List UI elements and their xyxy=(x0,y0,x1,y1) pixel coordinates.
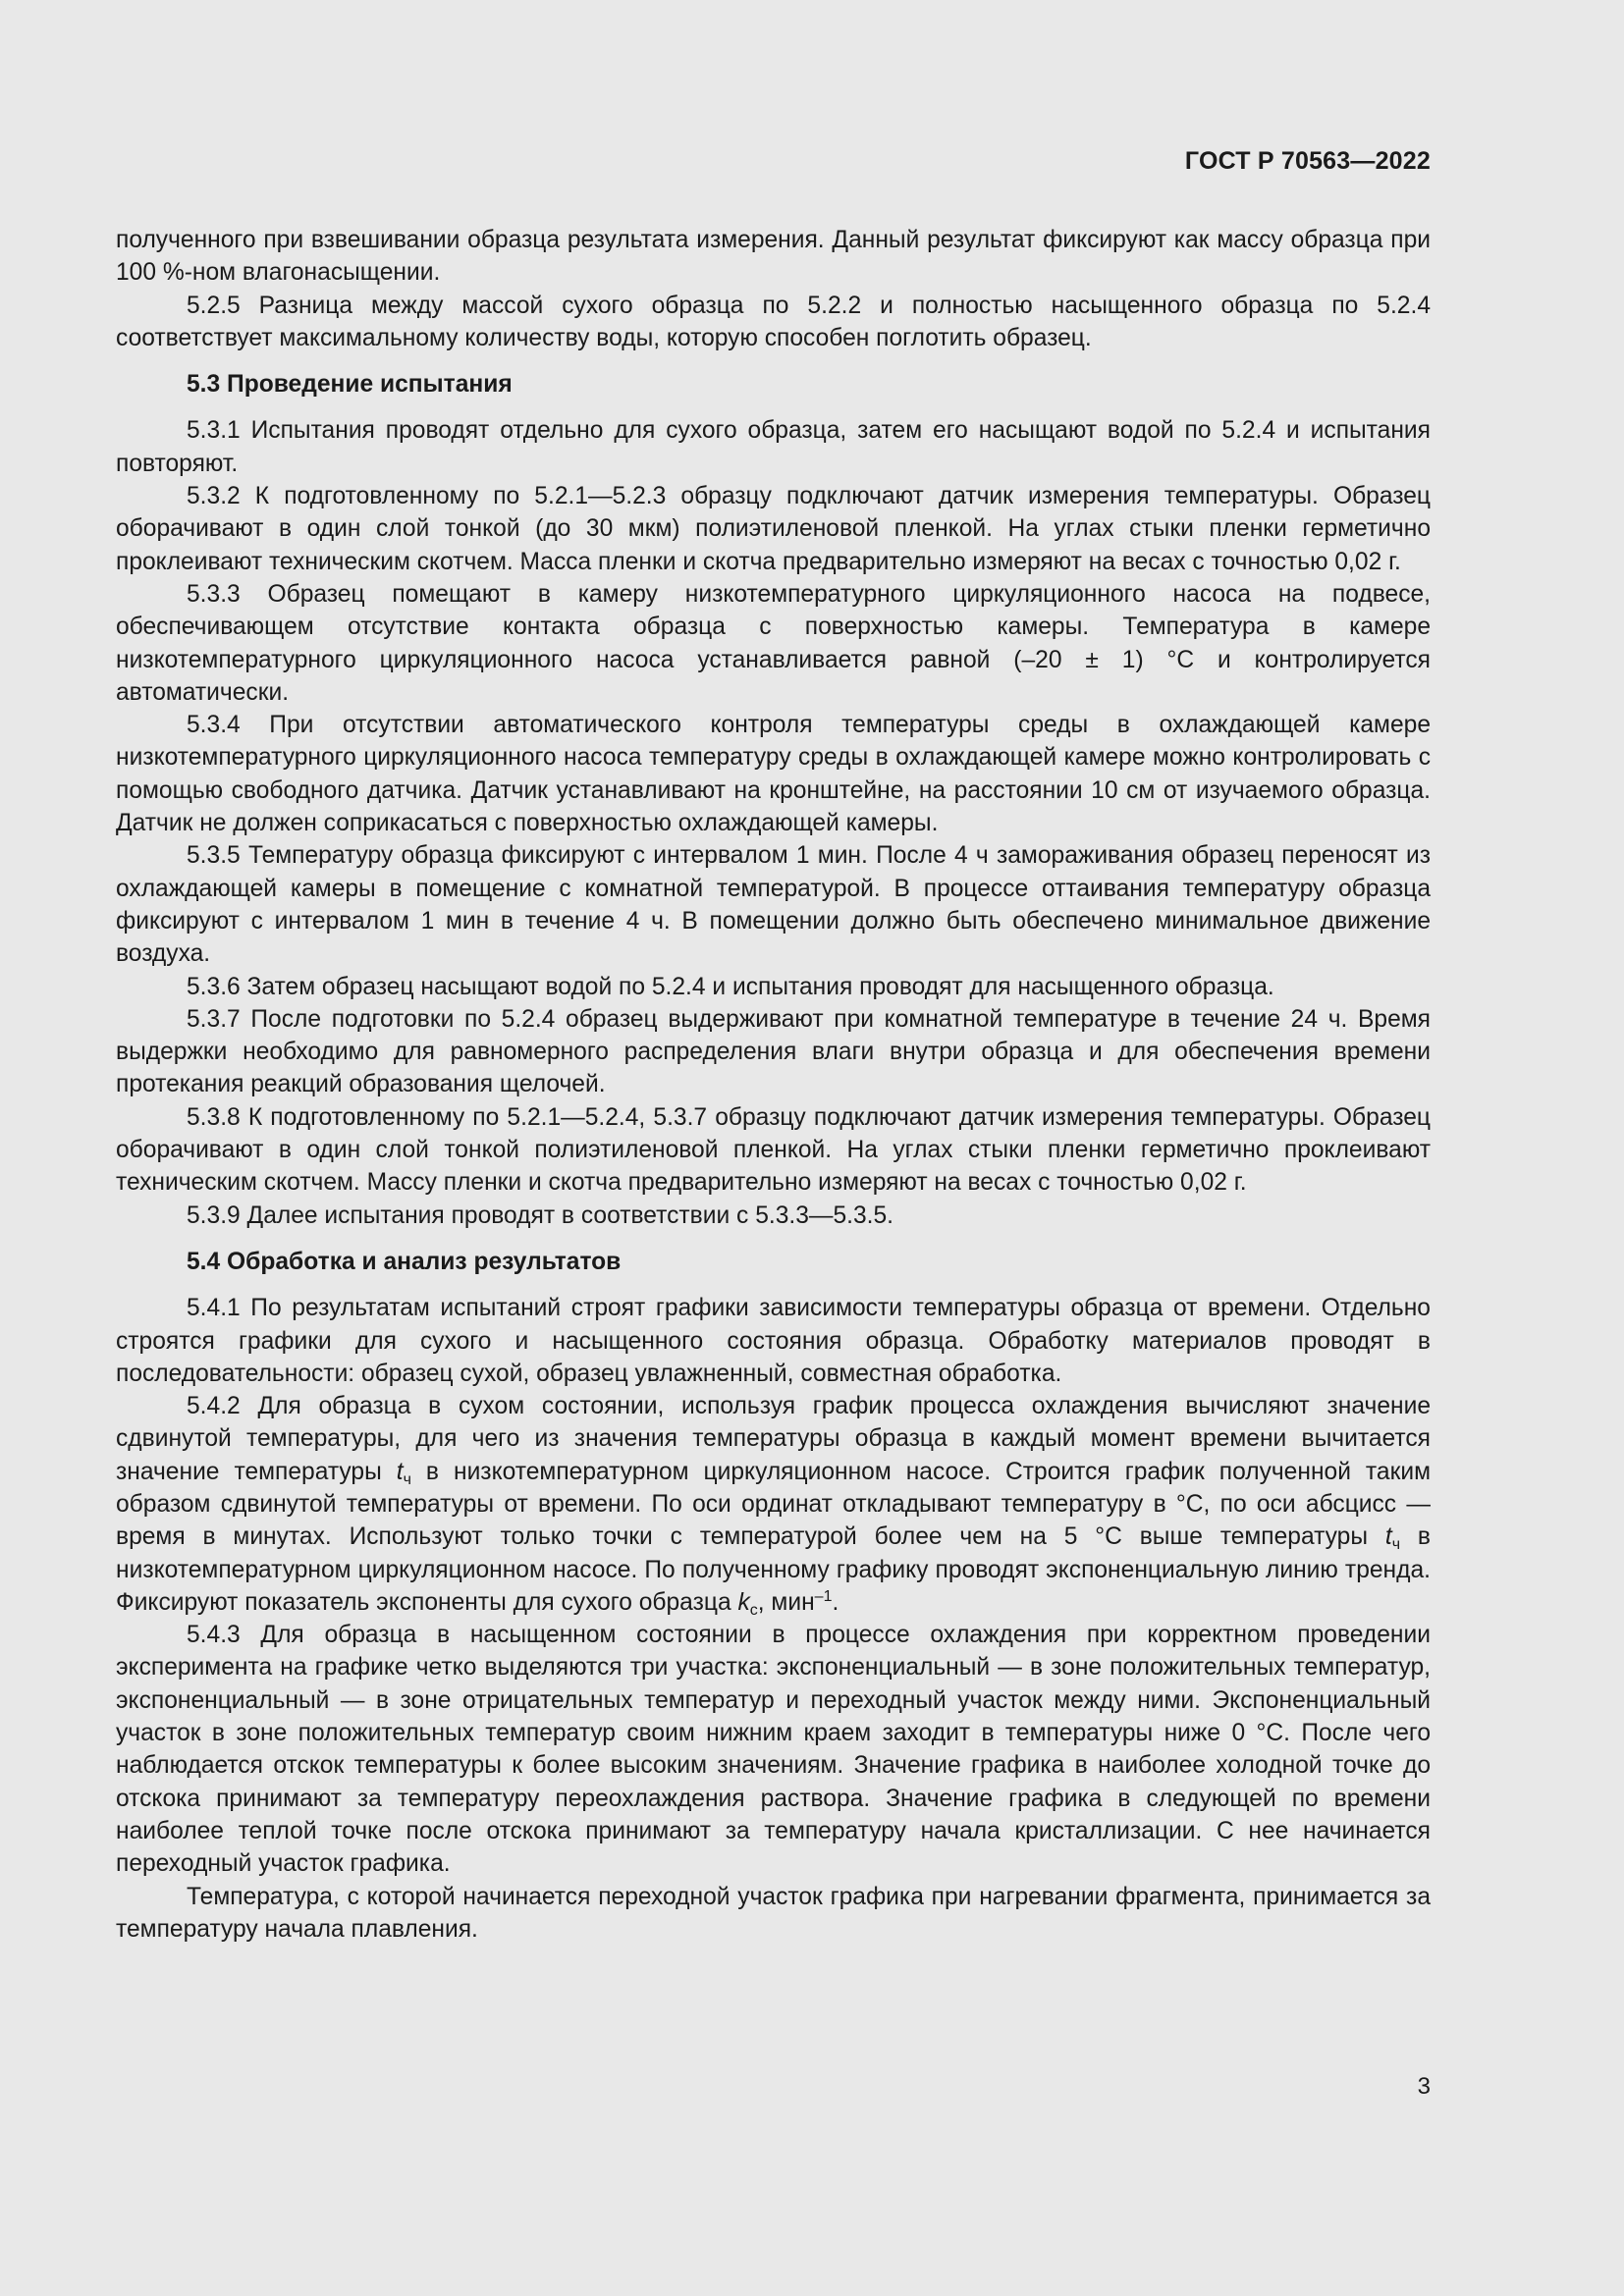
paragraph-5-3-8: 5.3.8 К подготовленному по 5.2.1—5.2.4, 5.3.7 образцу подключают датчик измерения температуры. Образец оборачивают в один слой тонкой полиэтиленовой пленкой. На углах стыки пленки герметично проклеивают техническим скотчем. Массу пленки и скотча предварительно измеряют на весах с точностью 0,02 г. xyxy=(116,1103,1431,1197)
paragraph-5-3-1: 5.3.1 Испытания проводят отдельно для сухого образца, затем его насыщают водой по 5.2.4 и испытания повторяют. xyxy=(116,417,1431,477)
paragraph-5-2-5: 5.2.5 Разница между массой сухого образца по 5.2.2 и полностью насыщенного образца по 5.2.4 соответствует максимальному количеству воды, которую способен поглотить образец. xyxy=(116,292,1431,351)
document-header: ГОСТ Р 70563—2022 xyxy=(1184,147,1431,175)
variable-t: t xyxy=(396,1458,404,1485)
paragraph-5-4-3: 5.4.3 Для образца в насыщенном состоянии в процессе охлаждения при корректном проведении эксперимента на графике четко выделяются три участка: экспоненциальный — в зоне положительных температур, экспоненциальный — в зоне отрицательных температур и переходный участок между ними. Экспоненциальный участок в зоне положительных температур своим нижним краем заходит в температуры ниже 0 °С. После чего наблюдается отскок температуры к более высоким значениям. Значение графика в наиболее холодной точке до отскока принимают за температуру переохлаждения раствора. Значение графика в следующей по времени наиболее теплой точке после отскока принимают за температуру начала кристаллизации. С нее начинается переходный участок графика. xyxy=(116,1622,1431,1878)
paragraph-continuation: полученного при взвешивании образца результата измерения. Данный результат фиксируют как массу образца при 100 %-ном влагонасыщении. xyxy=(116,227,1431,287)
section-heading-5-3: 5.3 Проведение испытания xyxy=(187,371,513,399)
paragraph-5-3-3: 5.3.3 Образец помещают в камеру низкотемпературного циркуляционного насоса на подвесе, обеспечивающем отсутствие контакта образца с поверхностью камеры. Температура в камере низкотемпературного циркуляционного насоса устанавливается равной (–20 ± 1) °С и контролируется автоматически. xyxy=(116,580,1431,706)
paragraph-5-4-1: 5.4.1 По результатам испытаний строят графики зависимости температуры образца от времени. Отдельно строятся графики для сухого и насыщенного состояния образца. Обработку материалов проводят в последовательности: образец сухой, образец увлажненный, совместная обработка. xyxy=(116,1295,1431,1387)
document-body xyxy=(116,224,1431,1946)
text-run: . xyxy=(832,1588,839,1616)
text-run: 5.4.2 Для образца в сухом состоянии, используя график процесса охлаждения вычисляют значение сдвинутой температуры, для чего из значения температуры образца в каждый момент времени вычитается значение температуры xyxy=(116,1393,1431,1485)
text-run: в низкотемпературном циркуляционном насосе. По полученному графику проводят экспоненциальную линию тренда. Фиксируют показатель экспоненты для сухого образца xyxy=(116,1523,1431,1616)
variable-t: t xyxy=(1384,1523,1392,1551)
page-number: 3 xyxy=(1417,2073,1431,2100)
text-run: в низкотемпературном циркуляционном насосе. Строится график полученной таким образом сдвинутой температуры от времени. По оси ординат откладывают температуру в °С, по оси абсцисс — время в минутах. Используют только точки с температурой более чем на 5 °С выше температуры xyxy=(116,1458,1431,1551)
paragraph-5-3-4: 5.3.4 При отсутствии автоматического контроля температуры среды в охлаждающей камере низкотемпературного циркуляционного насоса температуру среды в охлаждающей камере можно контролировать с помощью свободного датчика. Датчик устанавливают на кронштейне, на расстоянии 10 см от изучаемого образца. Датчик не должен соприкасаться с поверхностью охлаждающей камеры. xyxy=(116,712,1431,837)
paragraph-5-3-9: 5.3.9 Далее испытания проводят в соответствии с 5.3.3—5.3.5. xyxy=(187,1201,894,1229)
paragraph-5-3-7: 5.3.7 После подготовки по 5.2.4 образец выдерживают при комнатной температуре в течение 24 ч. Время выдержки необходимо для равномерного распределения влаги внутри образца и для обеспечения времени протекания реакций образования щелочей. xyxy=(116,1005,1431,1098)
subscript-ch: ч xyxy=(1391,1536,1401,1554)
text-run: , мин xyxy=(757,1588,815,1616)
paragraph-5-4-2 xyxy=(116,1390,1431,1619)
variable-k: k xyxy=(737,1588,750,1616)
subscript-c: с xyxy=(749,1601,758,1619)
subscript-ch: ч xyxy=(403,1470,411,1488)
paragraph-5-3-6: 5.3.6 Затем образец насыщают водой по 5.2.4 и испытания проводят для насыщенного образца. xyxy=(187,973,1274,1000)
paragraph-5-3-2: 5.3.2 К подготовленному по 5.2.1—5.2.3 образцу подключают датчик измерения температуры. Образец оборачивают в один слой тонкой (до 30 мкм) полиэтиленовой пленкой. На углах стыки пленки герметично проклеивают техническим скотчем. Масса пленки и скотча предварительно измеряют на весах с точностью 0,02 г. xyxy=(116,483,1431,575)
superscript-exponent: –1 xyxy=(814,1587,833,1605)
paragraph-5-4-3-continued: Температура, с которой начинается переходной участок графика при нагревании фрагмента, принимается за температуру начала плавления. xyxy=(116,1883,1431,1943)
paragraph-5-3-5: 5.3.5 Температуру образца фиксируют с интервалом 1 мин. После 4 ч замораживания образец переносят из охлаждающей камеры в помещение с комнатной температурой. В процессе оттаивания температуру образца фиксируют с интервалом 1 мин в течение 4 ч. В помещении должно быть обеспечено минимальное движение воздуха. xyxy=(116,842,1431,968)
section-heading-5-4: 5.4 Обработка и анализ результатов xyxy=(187,1248,622,1275)
